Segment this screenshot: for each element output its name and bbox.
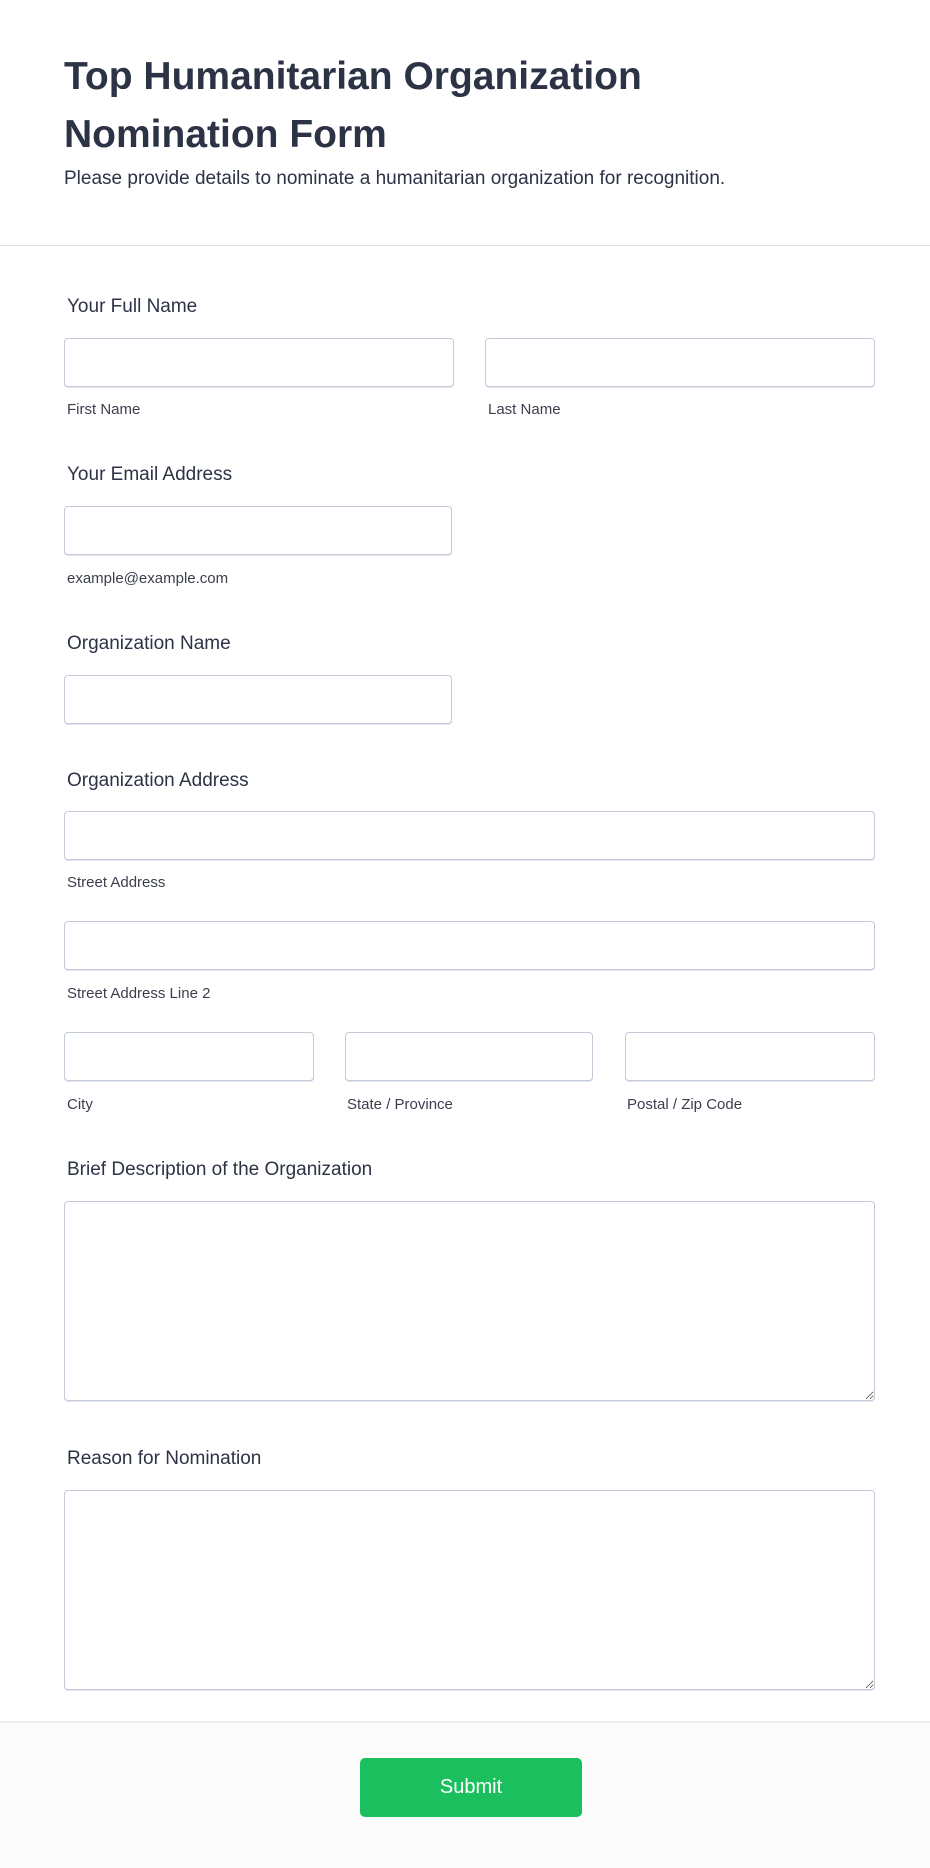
form-title: Top Humanitarian Organization Nomination Form xyxy=(64,55,642,156)
first-name-input[interactable] xyxy=(64,338,454,387)
reason-textarea[interactable] xyxy=(64,1490,875,1690)
street-address-sublabel: Street Address xyxy=(67,874,166,891)
email-label: Your Email Address xyxy=(67,464,233,485)
form-subtitle: Please provide details to nominate a humanitarian organization for recognition. xyxy=(64,168,726,189)
org-address-label: Organization Address xyxy=(67,770,249,791)
city-input[interactable] xyxy=(64,1032,314,1081)
full-name-label: Your Full Name xyxy=(67,296,198,317)
description-textarea[interactable] xyxy=(64,1201,875,1401)
description-label: Brief Description of the Organization xyxy=(67,1159,373,1180)
street-address-line2-sublabel: Street Address Line 2 xyxy=(67,985,211,1002)
street-address-input[interactable] xyxy=(64,811,875,860)
state-input[interactable] xyxy=(345,1032,593,1081)
org-name-input[interactable] xyxy=(64,675,452,724)
last-name-sublabel: Last Name xyxy=(488,401,561,418)
header-divider xyxy=(0,245,930,246)
org-name-label: Organization Name xyxy=(67,633,231,654)
zip-input[interactable] xyxy=(625,1032,875,1081)
email-input[interactable] xyxy=(64,506,452,555)
city-sublabel: City xyxy=(67,1096,93,1113)
zip-sublabel: Postal / Zip Code xyxy=(627,1096,743,1113)
state-sublabel: State / Province xyxy=(347,1096,453,1113)
reason-label: Reason for Nomination xyxy=(67,1448,262,1469)
street-address-line2-input[interactable] xyxy=(64,921,875,970)
first-name-sublabel: First Name xyxy=(67,401,141,418)
submit-button[interactable]: Submit xyxy=(360,1758,582,1817)
email-sublabel: example@example.com xyxy=(67,570,229,587)
last-name-input[interactable] xyxy=(485,338,875,387)
